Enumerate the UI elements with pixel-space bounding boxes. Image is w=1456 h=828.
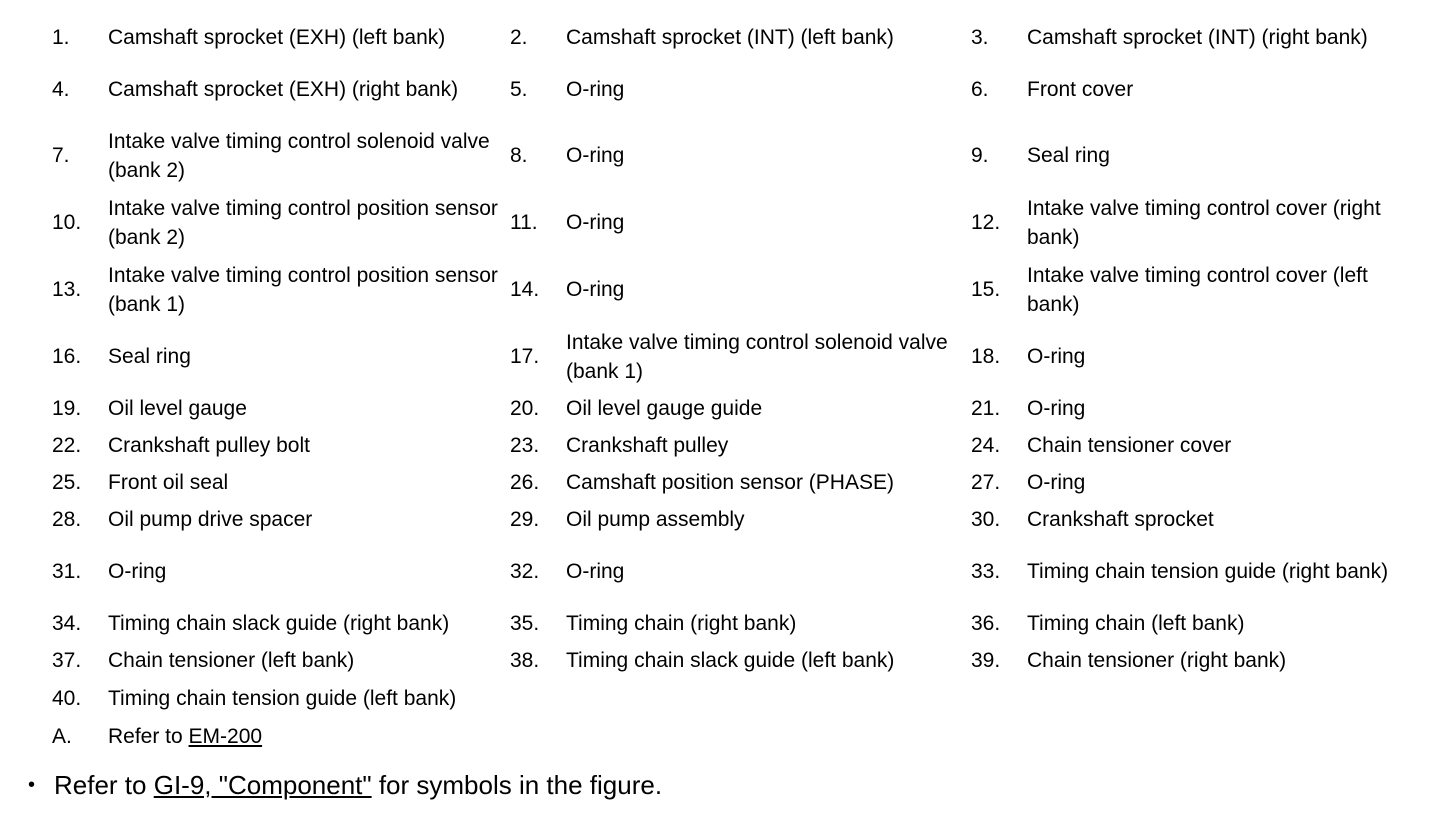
legend-row [52, 390, 1432, 427]
legend-item [510, 394, 971, 423]
legend-item [510, 557, 971, 586]
legend-item [510, 646, 971, 675]
legend-item-text: Intake valve timing control solenoid valve (bank 1) [566, 330, 948, 383]
legend-item-text: Chain tensioner (left bank) [108, 649, 355, 672]
legend-item [52, 194, 510, 252]
legend-item [510, 505, 971, 534]
legend-row [52, 642, 1432, 679]
legend-item-number: 33. [971, 560, 1001, 583]
legend-item [52, 394, 510, 423]
legend-item-number: 31. [52, 560, 82, 583]
legend-item-text: O-ring [1027, 345, 1086, 368]
legend-item [52, 431, 510, 460]
legend-item [510, 431, 971, 460]
legend-item [52, 23, 510, 52]
legend-row [52, 679, 1432, 717]
legend-item [971, 431, 1411, 460]
legend-item-number: 3. [971, 25, 989, 49]
legend-item-number: 6. [971, 77, 989, 101]
legend-item [510, 609, 971, 638]
refer-prefix: Refer to [108, 724, 189, 748]
legend-item-text: Oil level gauge guide [566, 397, 763, 420]
legend-item-number: 14. [510, 278, 540, 301]
legend-item-number: 9. [971, 144, 989, 167]
legend-item-number: 12. [971, 211, 1001, 234]
gi-9-component-link[interactable]: GI-9, "Component" [153, 770, 372, 800]
legend-item-text: O-ring [1027, 471, 1086, 494]
legend-item [971, 505, 1411, 534]
legend-item-number: 13. [52, 278, 82, 301]
legend-item [971, 342, 1411, 371]
legend-item-number: 27. [971, 471, 1001, 494]
legend-item [52, 505, 510, 534]
legend-item-text: Timing chain (left bank) [1027, 612, 1245, 635]
legend-item-text: O-ring [108, 560, 167, 583]
legend-item-number: 38. [510, 649, 540, 672]
legend-item [52, 75, 510, 104]
legend-item-text: Oil level gauge [108, 397, 247, 420]
legend-item-text: Camshaft sprocket (EXH) (left bank) [108, 25, 446, 49]
legend-item [971, 261, 1411, 319]
legend-row [52, 18, 1432, 56]
legend-item [510, 141, 971, 170]
legend-item-number: 17. [510, 345, 540, 368]
legend-item-text: Timing chain tension guide (right bank) [1027, 560, 1389, 583]
legend-item-number: 34. [52, 612, 82, 635]
legend-item-number: 2. [510, 25, 528, 49]
legend-item-number: 11. [510, 211, 538, 234]
legend-item-text: Seal ring [108, 345, 191, 368]
legend-item [52, 646, 510, 675]
legend-item [510, 275, 971, 304]
legend-item-number: 22. [52, 434, 82, 457]
legend-item-number: 24. [971, 434, 1001, 457]
legend-item-text: O-ring [566, 211, 625, 234]
note-prefix: Refer to [54, 770, 154, 800]
legend-item-number: 23. [510, 434, 540, 457]
legend-item [510, 23, 971, 52]
legend-row [52, 605, 1432, 642]
legend-item-text: Timing chain (right bank) [566, 612, 797, 635]
legend-item [971, 468, 1411, 497]
legend-item-text: Oil pump drive spacer [108, 508, 313, 531]
legend-item-text: Camshaft position sensor (PHASE) [566, 471, 894, 494]
legend-item-text: Camshaft sprocket (EXH) (right bank) [108, 77, 459, 101]
legend-item [52, 684, 510, 713]
legend-item-text: Chain tensioner cover [1027, 434, 1232, 457]
legend-item-number: 30. [971, 508, 1001, 531]
legend-item-number: 10. [52, 211, 82, 234]
parts-legend [52, 18, 1432, 755]
legend-item [971, 141, 1411, 170]
legend-item [510, 208, 971, 237]
legend-item [510, 75, 971, 104]
legend-item-text: O-ring [566, 278, 625, 301]
legend-row-refer [52, 717, 1432, 755]
legend-item-text: Front oil seal [108, 471, 229, 494]
note-text [54, 768, 662, 802]
legend-item-text: O-ring [566, 560, 625, 583]
legend-item-text: Crankshaft pulley [566, 434, 729, 457]
legend-item-number: 5. [510, 77, 528, 101]
legend-item [971, 394, 1411, 423]
legend-item-text: Chain tensioner (right bank) [1027, 649, 1287, 672]
legend-item [52, 468, 510, 497]
legend-item-number: A. [52, 724, 72, 748]
legend-item [510, 468, 971, 497]
legend-item-text: Camshaft sprocket (INT) (left bank) [566, 25, 894, 49]
legend-item [52, 261, 510, 319]
legend-item-number: 7. [52, 144, 70, 167]
legend-row [52, 122, 1432, 189]
legend-item-text: Timing chain slack guide (left bank) [566, 649, 895, 672]
legend-item [971, 557, 1411, 586]
legend-item-number: 16. [52, 345, 82, 368]
legend-item-text: O-ring [566, 77, 625, 101]
legend-item-number: 28. [52, 508, 82, 531]
legend-row [52, 464, 1432, 501]
legend-item [971, 646, 1411, 675]
legend-item-number: 26. [510, 471, 540, 494]
legend-item [52, 557, 510, 586]
legend-row [52, 538, 1432, 605]
legend-item-number: 4. [52, 77, 70, 101]
legend-item-number: 8. [510, 144, 528, 167]
note-suffix: for symbols in the figure. [371, 770, 663, 800]
legend-row [52, 256, 1432, 323]
legend-item-text: O-ring [1027, 397, 1086, 420]
legend-item-number: 25. [52, 471, 82, 494]
legend-row [52, 189, 1432, 256]
legend-row [52, 501, 1432, 538]
legend-item-text: Intake valve timing control cover (left bank) [1027, 263, 1368, 316]
legend-item-number: 37. [52, 649, 82, 672]
legend-item [971, 75, 1411, 104]
legend-row [52, 427, 1432, 464]
legend-item [971, 23, 1411, 52]
legend-item-a [52, 722, 510, 751]
legend-item-text: Front cover [1027, 77, 1134, 101]
legend-item-text: Oil pump assembly [566, 508, 745, 531]
legend-item-number: 19. [52, 397, 82, 420]
legend-item [52, 342, 510, 371]
legend-item-text: Crankshaft sprocket [1027, 508, 1214, 531]
legend-item-text: Timing chain slack guide (right bank) [108, 612, 450, 635]
legend-item-number: 21. [971, 397, 1001, 420]
legend-item [971, 194, 1411, 252]
legend-item-text [108, 722, 510, 751]
legend-item-number: 40. [52, 686, 82, 710]
legend-item-text: Intake valve timing control position sensor (bank 1) [108, 263, 498, 316]
legend-item-number: 18. [971, 345, 1001, 368]
legend-row [52, 56, 1432, 122]
em-200-link[interactable]: EM-200 [188, 724, 263, 748]
legend-item-number: 29. [510, 508, 540, 531]
legend-item-number: 20. [510, 397, 540, 420]
legend-item-number: 32. [510, 560, 540, 583]
legend-item-text: Timing chain tension guide (left bank) [108, 686, 457, 710]
legend-item-number: 1. [52, 25, 70, 49]
legend-item [510, 328, 971, 386]
legend-item-number: 39. [971, 649, 1001, 672]
legend-item-number: 15. [971, 278, 1001, 301]
legend-item-number: 36. [971, 612, 1001, 635]
legend-item [52, 127, 510, 185]
legend-item-text: Crankshaft pulley bolt [108, 434, 310, 457]
legend-item-text: Camshaft sprocket (INT) (right bank) [1027, 25, 1368, 49]
legend-item-number: 35. [510, 612, 540, 635]
legend-item-text: O-ring [566, 144, 625, 167]
legend-item-text: Intake valve timing control solenoid valve (bank 2) [108, 129, 490, 182]
symbols-note [28, 768, 662, 802]
legend-item-text: Intake valve timing control cover (right bank) [1027, 196, 1381, 249]
bullet-icon: • [28, 774, 36, 796]
legend-item-text: Intake valve timing control position sensor (bank 2) [108, 196, 498, 249]
legend-item [971, 609, 1411, 638]
legend-item-text: Seal ring [1027, 144, 1110, 167]
legend-item [52, 609, 510, 638]
legend-row [52, 323, 1432, 390]
